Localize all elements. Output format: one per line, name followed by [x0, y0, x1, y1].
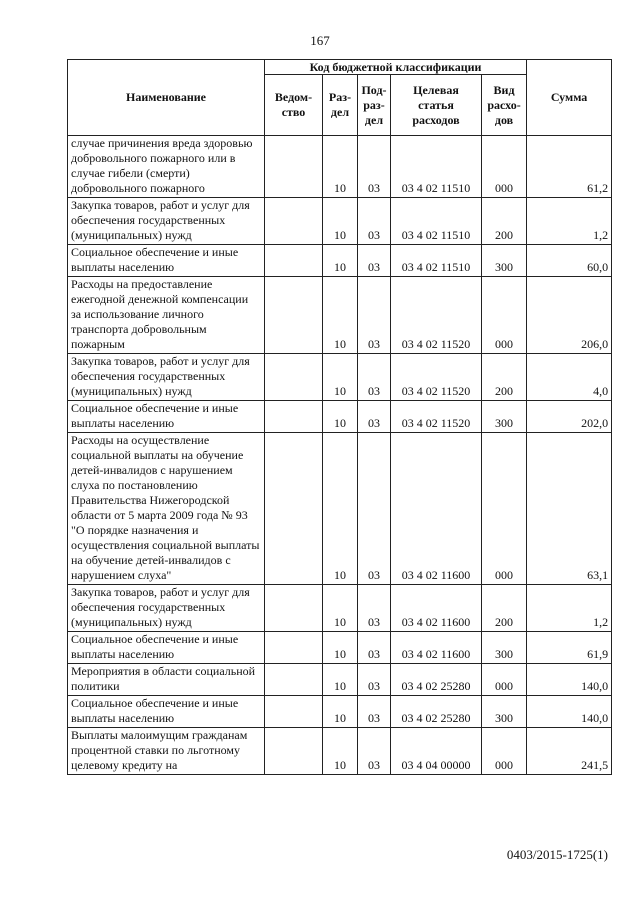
row-expense-type: 000 — [482, 136, 527, 198]
row-expense-type: 000 — [482, 664, 527, 696]
row-expense-type: 200 — [482, 354, 527, 401]
row-name: Расходы на осуществление социальной выплаты на обучение детей-инвалидов с нарушением слуха по постановлению Правительства Нижегородской области от 5 марта 2009 года № 93 "О порядке назначения и осуществления социальной выплаты на обучение детей-инвалидов с нарушением слуха" — [68, 433, 265, 585]
row-expense-type: 200 — [482, 585, 527, 632]
row-section: 10 — [323, 433, 358, 585]
table-row — [68, 696, 612, 728]
row-target-article: 03 4 02 11510 — [391, 198, 482, 245]
header-subsection: Под-раз-дел — [358, 75, 391, 136]
row-name: Расходы на предоставление ежегодной денежной компенсации за использование личного транспорта добровольным пожарным — [68, 277, 265, 354]
row-name: Социальное обеспечение и иные выплаты населению — [68, 245, 265, 277]
row-section: 10 — [323, 696, 358, 728]
row-department — [265, 245, 323, 277]
row-expense-type: 000 — [482, 728, 527, 775]
row-name: случае причинения вреда здоровью добровольного пожарного или в случае гибели (смерти) добровольного пожарного — [68, 136, 265, 198]
row-amount: 4,0 — [527, 354, 612, 401]
table-row — [68, 585, 612, 632]
row-amount: 241,5 — [527, 728, 612, 775]
row-department — [265, 664, 323, 696]
row-department — [265, 632, 323, 664]
table-row — [68, 245, 612, 277]
row-subsection: 03 — [358, 198, 391, 245]
budget-table — [67, 59, 612, 775]
row-expense-type: 000 — [482, 433, 527, 585]
row-subsection: 03 — [358, 728, 391, 775]
row-department — [265, 585, 323, 632]
row-subsection: 03 — [358, 354, 391, 401]
row-target-article: 03 4 02 25280 — [391, 664, 482, 696]
row-name: Закупка товаров, работ и услуг для обеспечения государственных (муниципальных) нужд — [68, 354, 265, 401]
row-department — [265, 136, 323, 198]
row-department — [265, 277, 323, 354]
row-department — [265, 198, 323, 245]
page-number: 167 — [310, 33, 330, 48]
row-section: 10 — [323, 632, 358, 664]
row-name: Мероприятия в области социальной политики — [68, 664, 265, 696]
row-department — [265, 354, 323, 401]
row-department — [265, 696, 323, 728]
row-amount: 202,0 — [527, 401, 612, 433]
document-code: 0403/2015-1725(1) — [506, 847, 608, 862]
row-section: 10 — [323, 198, 358, 245]
header-department: Ведом-ство — [265, 75, 323, 136]
row-amount: 61,9 — [527, 632, 612, 664]
row-name: Социальное обеспечение и иные выплаты населению — [68, 401, 265, 433]
row-target-article: 03 4 02 11520 — [391, 401, 482, 433]
row-amount: 60,0 — [527, 245, 612, 277]
table-row — [68, 136, 612, 198]
row-amount: 1,2 — [527, 585, 612, 632]
row-target-article: 03 4 02 11510 — [391, 245, 482, 277]
row-subsection: 03 — [358, 401, 391, 433]
row-name: Закупка товаров, работ и услуг для обеспечения государственных (муниципальных) нужд — [68, 585, 265, 632]
row-amount: 206,0 — [527, 277, 612, 354]
row-target-article: 03 4 02 11520 — [391, 277, 482, 354]
row-expense-type: 300 — [482, 632, 527, 664]
row-target-article: 03 4 02 11600 — [391, 632, 482, 664]
row-expense-type: 300 — [482, 696, 527, 728]
row-expense-type: 300 — [482, 245, 527, 277]
header-classification-group: Код бюджетной классификации — [265, 60, 527, 75]
row-expense-type: 000 — [482, 277, 527, 354]
row-expense-type: 200 — [482, 198, 527, 245]
row-section: 10 — [323, 664, 358, 696]
header-section: Раз-дел — [323, 75, 358, 136]
table-row — [68, 728, 612, 775]
row-section: 10 — [323, 728, 358, 775]
header-expense-type: Вид расхо-дов — [482, 75, 527, 136]
table-row — [68, 433, 612, 585]
header-amount: Сумма — [527, 60, 612, 136]
row-subsection: 03 — [358, 696, 391, 728]
table-body — [68, 136, 612, 775]
row-amount: 1,2 — [527, 198, 612, 245]
row-section: 10 — [323, 277, 358, 354]
table-row — [68, 632, 612, 664]
row-subsection: 03 — [358, 136, 391, 198]
table-row — [68, 401, 612, 433]
row-amount: 63,1 — [527, 433, 612, 585]
row-target-article: 03 4 02 11510 — [391, 136, 482, 198]
row-subsection: 03 — [358, 585, 391, 632]
table-row — [68, 354, 612, 401]
row-target-article: 03 4 04 00000 — [391, 728, 482, 775]
row-expense-type: 300 — [482, 401, 527, 433]
row-subsection: 03 — [358, 632, 391, 664]
row-department — [265, 401, 323, 433]
row-subsection: 03 — [358, 433, 391, 585]
row-target-article: 03 4 02 11600 — [391, 433, 482, 585]
table-row — [68, 277, 612, 354]
header-name: Наименование — [68, 60, 265, 136]
header-target-article: Целевая статья расходов — [391, 75, 482, 136]
row-amount: 140,0 — [527, 664, 612, 696]
row-department — [265, 433, 323, 585]
row-amount: 140,0 — [527, 696, 612, 728]
row-department — [265, 728, 323, 775]
row-target-article: 03 4 02 11600 — [391, 585, 482, 632]
row-name: Социальное обеспечение и иные выплаты населению — [68, 632, 265, 664]
table-row — [68, 198, 612, 245]
row-section: 10 — [323, 401, 358, 433]
table-row — [68, 664, 612, 696]
row-target-article: 03 4 02 11520 — [391, 354, 482, 401]
row-name: Закупка товаров, работ и услуг для обеспечения государственных (муниципальных) нужд — [68, 198, 265, 245]
row-target-article: 03 4 02 25280 — [391, 696, 482, 728]
row-section: 10 — [323, 354, 358, 401]
row-section: 10 — [323, 585, 358, 632]
row-section: 10 — [323, 136, 358, 198]
row-subsection: 03 — [358, 245, 391, 277]
row-name: Социальное обеспечение и иные выплаты населению — [68, 696, 265, 728]
row-subsection: 03 — [358, 277, 391, 354]
row-name: Выплаты малоимущим гражданам процентной ставки по льготному целевому кредиту на — [68, 728, 265, 775]
row-section: 10 — [323, 245, 358, 277]
row-amount: 61,2 — [527, 136, 612, 198]
row-subsection: 03 — [358, 664, 391, 696]
